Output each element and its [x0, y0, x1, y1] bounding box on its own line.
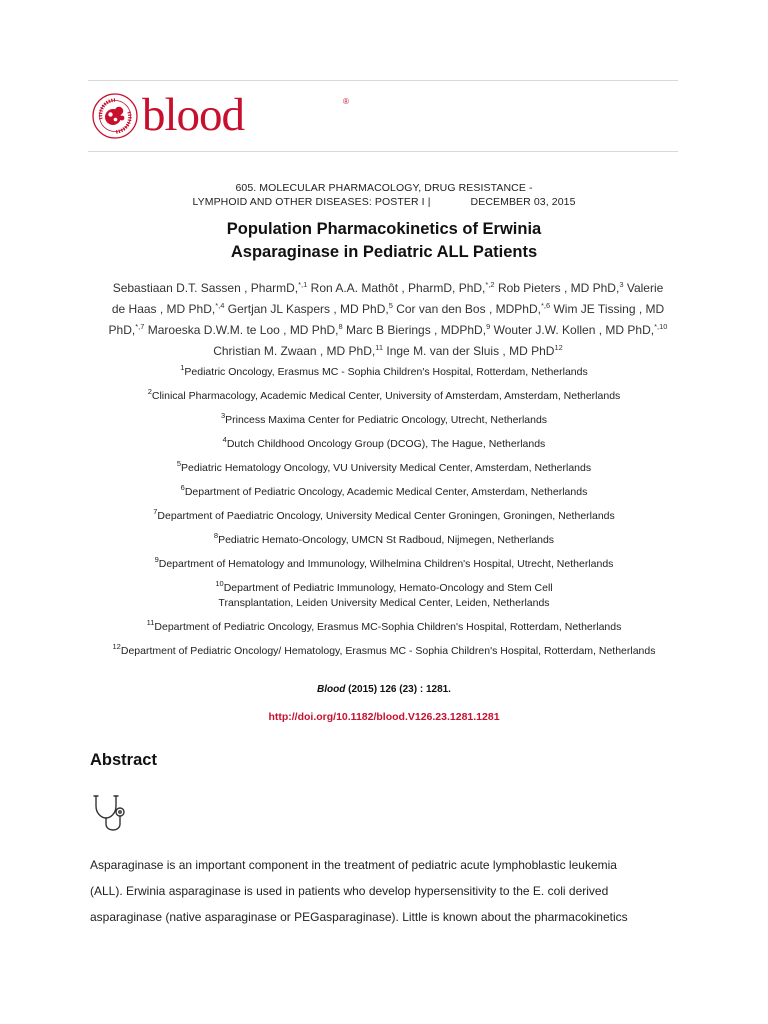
affiliation-6 [40, 485, 728, 499]
abstract-heading: Abstract [90, 751, 157, 769]
affiliation-number: 1 [180, 363, 185, 372]
article-title-line2: Asparaginase in Pediatric ALL Patients [230, 243, 538, 261]
author-name[interactable]: Wim JE Tissing , MD PhD, [108, 302, 665, 337]
section-label-line1: 605. MOLECULAR PHARMACOLOGY, DRUG RESISTANCE - [235, 182, 533, 194]
affiliation-text: Department of Pediatric Oncology/ Hematology, Erasmus MC - Sophia Children's Hospital, Rotterdam, Netherlands [120, 645, 656, 657]
affiliation-number: 5 [176, 459, 182, 468]
abstract-line: asparaginase (native asparaginase or PEGasparaginase). Little is known about the pharmacokinetics [90, 910, 628, 924]
affiliation-text: Pediatric Hematology Oncology, VU University Medical Center, Amsterdam, Netherlands [181, 462, 592, 474]
author-affiliation-marker: 8 [338, 322, 343, 331]
author-affiliation-marker: 3 [619, 280, 624, 289]
citation [0, 684, 768, 695]
affiliation-text: Department of Hematology and Immunology, Wilhelmina Children's Hospital, Utrecht, Netherlands [158, 558, 614, 570]
ash-seal-logo-icon [91, 92, 139, 140]
author-affiliation-marker: 12 [554, 343, 563, 352]
affiliation-number: 4 [222, 435, 227, 444]
author-name[interactable]: Rob Pieters , MD PhD, [497, 281, 620, 295]
author-name[interactable]: Marc B Bierings , MDPhD, [346, 323, 487, 337]
registered-mark: ® [343, 97, 349, 106]
journal-name: Blood [317, 684, 346, 695]
affiliation-text: Pediatric Hemato-Oncology, UMCN St Radboud, Nijmegen, Netherlands [218, 534, 555, 546]
affiliation-text: Clinical Pharmacology, Academic Medical Center, University of Amsterdam, Amsterdam, Netherlands [151, 390, 621, 402]
article-title [0, 218, 768, 264]
affiliation-text: Princess Maxima Center for Pediatric Oncology, Utrecht, Netherlands [225, 414, 548, 426]
journal-header [88, 80, 678, 152]
affiliation-number: 3 [220, 411, 226, 420]
author-list [108, 278, 668, 362]
blood-wordmark: blood [142, 89, 245, 141]
affiliation-number: 11 [146, 618, 155, 627]
affiliation-text: Pediatric Oncology, Erasmus MC - Sophia Children's Hospital, Rotterdam, Netherlands [184, 366, 588, 378]
affiliation-1 [40, 365, 728, 379]
author-name[interactable]: Wouter J.W. Kollen , MD PhD, [493, 323, 655, 337]
author-affiliation-marker: 11 [375, 343, 384, 352]
affiliation-10 [40, 581, 728, 610]
affiliation-text: Department of Pediatric Oncology, Erasmus MC-Sophia Children's Hospital, Rotterdam, Netherlands [154, 621, 622, 633]
author-name[interactable]: Gertjan JL Kaspers , MD PhD, [227, 302, 389, 316]
affiliation-4 [40, 437, 728, 451]
author-name[interactable]: Maroeska D.W.M. te Loo , MD PhD, [147, 323, 339, 337]
affiliation-text: Dutch Childhood Oncology Group (DCOG), The Hague, Netherlands [226, 438, 546, 450]
affiliation-number: 9 [154, 555, 159, 564]
affiliation-3 [40, 413, 728, 427]
affiliation-number: 8 [213, 531, 219, 540]
section-category: LYMPHOID AND OTHER DISEASES: POSTER I | [192, 196, 431, 208]
author-affiliation-marker: 9 [486, 322, 491, 331]
affiliation-5 [40, 461, 728, 475]
affiliation-8 [40, 533, 728, 547]
affiliation-number: 2 [147, 387, 152, 396]
author-affiliation-marker: *,6 [540, 301, 551, 310]
author-name[interactable]: Christian M. Zwaan , MD PhD, [213, 344, 376, 358]
citation-details: (2015) 126 (23) : 1281. [345, 684, 451, 695]
author-name[interactable]: Valerie de Haas , MD PhD, [111, 281, 664, 316]
affiliation-11 [40, 620, 728, 634]
author-affiliation-marker: 5 [388, 301, 393, 310]
affiliation-text: Department of Pediatric Oncology, Academic Medical Center, Amsterdam, Netherlands [184, 486, 588, 498]
affiliation-9 [40, 557, 728, 571]
author-name[interactable]: Inge M. van der Sluis , MD PhD [386, 344, 555, 358]
abstract-line: (ALL). Erwinia asparaginase is used in patients who develop hypersensitivity to the E. coli derived [90, 884, 609, 898]
affiliation-12 [40, 644, 728, 658]
author-name[interactable]: Sebastiaan D.T. Sassen , PharmD, [112, 281, 299, 295]
affiliation-2 [40, 389, 728, 403]
author-affiliation-marker: *,1 [298, 280, 308, 289]
section-label-line2 [0, 196, 768, 208]
author-affiliation-marker: *,7 [135, 322, 145, 331]
publication-date: DECEMBER 03, 2015 [470, 196, 576, 208]
affiliation-number: 6 [180, 483, 185, 492]
affiliation-7 [40, 509, 728, 523]
author-affiliation-marker: *,10 [654, 322, 668, 331]
article-title-line1: Population Pharmacokinetics of Erwinia [226, 220, 542, 238]
affiliation-number: 12 [112, 642, 121, 651]
abstract-line: Asparaginase is an important component in the treatment of pediatric acute lymphoblastic leukemia [90, 858, 617, 872]
author-affiliation-marker: *,2 [485, 280, 495, 289]
author-name[interactable]: Cor van den Bos , MDPhD, [396, 302, 541, 316]
doi-link[interactable]: http://doi.org/10.1182/blood.V126.23.1281.1281 [268, 711, 500, 723]
affiliation-text: Department of Paediatric Oncology, University Medical Center Groningen, Groningen, Netherlands [157, 510, 615, 522]
affiliation-number: 10 [215, 579, 224, 588]
affiliation-number: 7 [153, 507, 158, 516]
stethoscope-icon [90, 792, 134, 836]
affiliation-text-continued: Transplantation, Leiden University Medical Center, Leiden, Netherlands [218, 597, 550, 609]
affiliation-text: Department of Pediatric Immunology, Hemato-Oncology and Stem Cell [223, 582, 553, 594]
abstract-body [90, 852, 690, 930]
author-name[interactable]: Ron A.A. Mathôt , PharmD, PhD, [310, 281, 486, 295]
author-affiliation-marker: *,4 [215, 301, 225, 310]
